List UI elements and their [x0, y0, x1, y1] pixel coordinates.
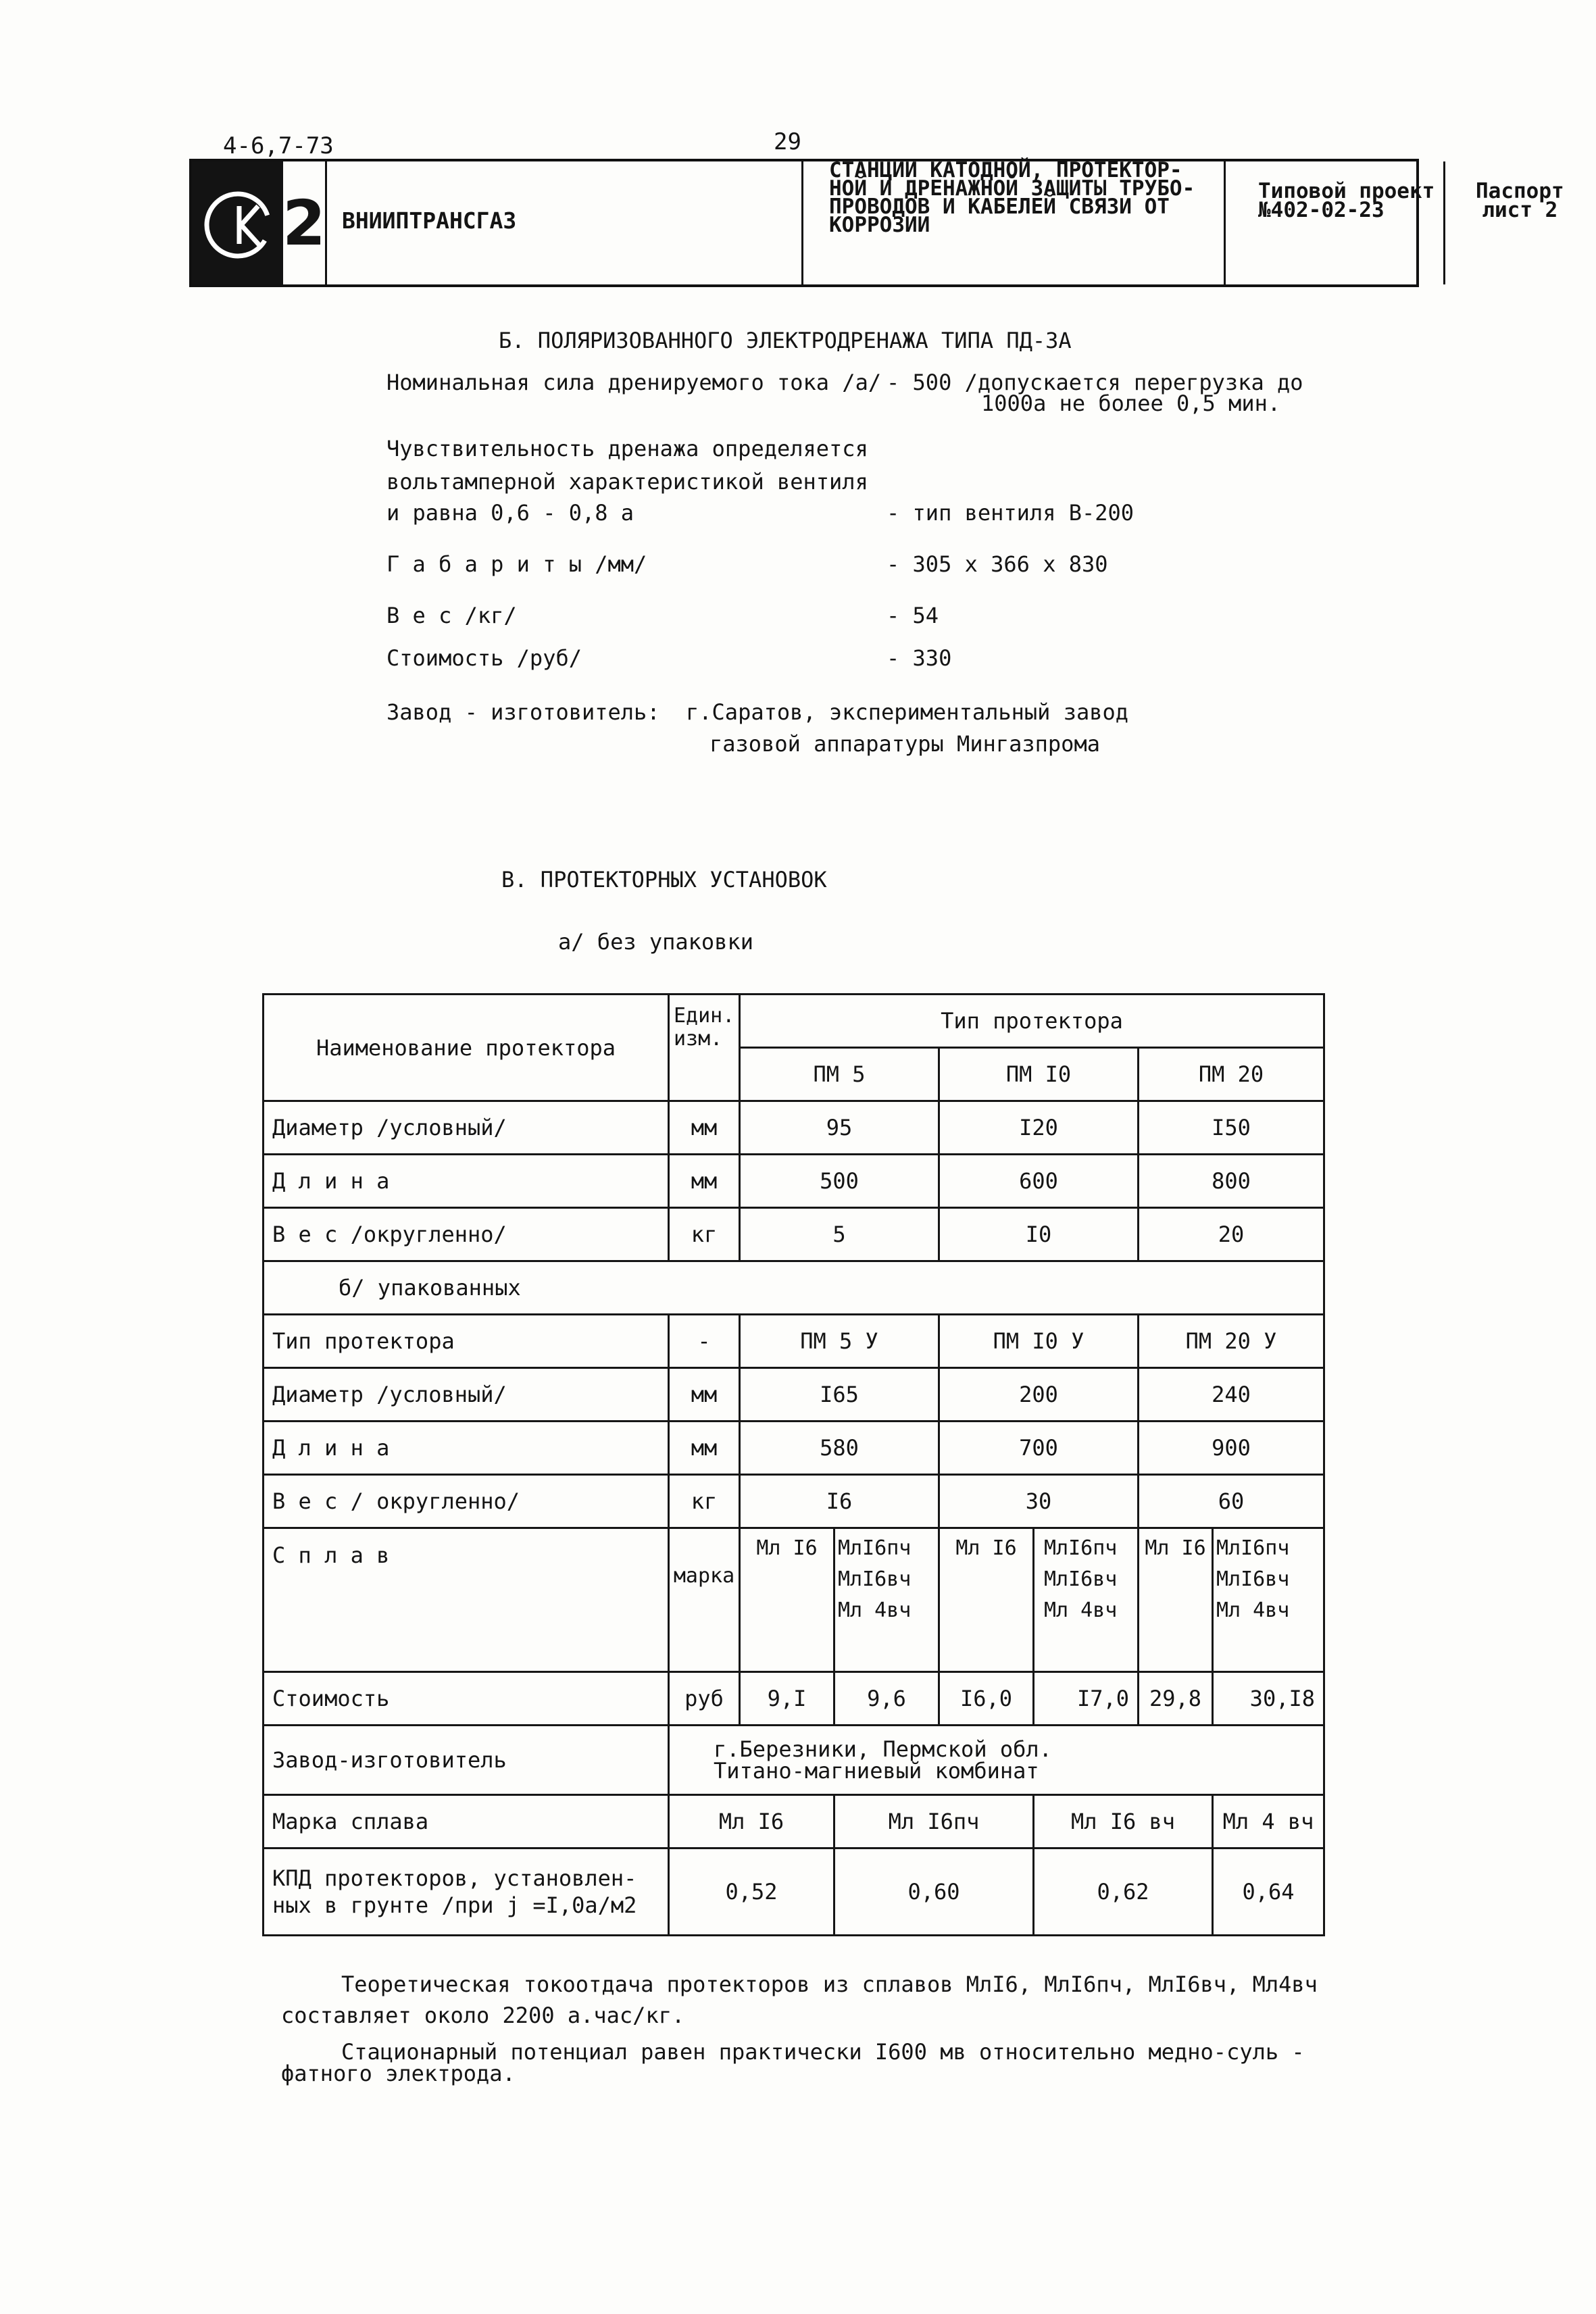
row-name: С п л а в — [264, 1528, 669, 1672]
type-cell: ПМ I0 — [939, 1048, 1139, 1101]
row-unit: мм — [669, 1155, 740, 1208]
dims-label: Г а б а р и т ы /мм/ — [386, 551, 647, 577]
section-v-title: В. ПРОТЕКТОРНЫХ УСТАНОВОК — [501, 867, 827, 892]
header-name-cell — [264, 995, 669, 1101]
table-row — [264, 1315, 1324, 1368]
efficiency-name-line: ных в грунте /при j =I,0а/м2 — [272, 1892, 637, 1918]
grade-value: Мл I6 — [669, 1795, 834, 1848]
note2-line2: фатного электрода. — [281, 2061, 516, 2086]
cost-value: 29,8 — [1139, 1672, 1213, 1726]
plant-line: Титано-магниевый комбинат — [714, 1758, 1039, 1784]
cost-label: Стоимость /руб/ — [386, 645, 582, 671]
passport-text — [1476, 179, 1564, 222]
header-name: Наименование протектора — [316, 1034, 616, 1061]
table-header-row — [264, 995, 1324, 1048]
sensitivity-line: Чувствительность дренажа определяется — [386, 436, 868, 461]
row-value: I0 — [939, 1208, 1139, 1261]
weight-value: - 54 — [887, 603, 939, 628]
alloy-cell: Мл I6 — [1139, 1528, 1213, 1672]
row-name: Марка сплава — [264, 1795, 669, 1848]
section-b-title: Б. ПОЛЯРИЗОВАННОГО ЭЛЕКТРОДРЕНАЖА ТИПА ПД-3А — [499, 328, 1072, 353]
current-value-line2: 1000а не более 0,5 мин. — [981, 391, 1281, 416]
topic-line: ПРОВОДОВ И КАБЕЛЕЙ СВЯЗИ ОТ — [829, 195, 1170, 219]
valve-value: - тип вентиля В-200 — [887, 500, 1134, 526]
type-cell: ПМ 5 — [740, 1048, 939, 1101]
row-name: Диаметр /условный/ — [264, 1368, 669, 1422]
row-unit: руб — [669, 1672, 740, 1726]
passport-line: Паспорт — [1476, 179, 1564, 203]
cost-value: 30,I8 — [1213, 1672, 1324, 1726]
type-cell: ПМ 20 — [1139, 1048, 1324, 1101]
efficiency-row — [264, 1848, 1324, 1936]
subtitle-row — [264, 1261, 1324, 1315]
topic-line: КОРРОЗИИ — [829, 213, 930, 237]
subtitle-unpacked: а/ без упаковки — [558, 929, 753, 955]
alloy-cell: Мл I6 — [740, 1528, 834, 1672]
row-name: Стоимость — [264, 1672, 669, 1726]
row-name: Тип протектора — [264, 1315, 669, 1368]
alloy-grade-row — [264, 1795, 1324, 1848]
row-unit: мм — [669, 1422, 740, 1475]
header-unit-line: Един. — [674, 1004, 735, 1028]
row-value: ПМ 5 У — [740, 1315, 939, 1368]
document-code: 4-6,7-73 — [223, 132, 334, 159]
alloy-row — [264, 1528, 1324, 1672]
grade-value: Мл I6 вч — [1034, 1795, 1213, 1848]
row-value: 200 — [939, 1368, 1139, 1422]
current-value: - 500 /допускается перегрузка до — [887, 370, 1303, 395]
row-value: 20 — [1139, 1208, 1324, 1261]
row-name: Д л и н а — [264, 1422, 669, 1475]
row-value: 500 — [740, 1155, 939, 1208]
topic-line: НОЙ И ДРЕНАЖНОЙ ЗАЩИТЫ ТРУБО- — [829, 176, 1195, 201]
plant-cell — [669, 1726, 1324, 1795]
table-row — [264, 1475, 1324, 1528]
grade-value: Мл 4 вч — [1213, 1795, 1324, 1848]
topic-cell — [803, 158, 1226, 284]
alloy-cell: МлI6пч МлI6вч Мл 4вч — [1213, 1528, 1324, 1672]
table-row — [264, 1422, 1324, 1475]
header-type: Тип протектора — [941, 1008, 1123, 1034]
row-unit: кг — [669, 1208, 740, 1261]
project-cell — [1226, 161, 1445, 284]
efficiency-value: 0,62 — [1034, 1848, 1213, 1936]
row-value: 800 — [1139, 1155, 1324, 1208]
grade-value: Мл I6пч — [834, 1795, 1034, 1848]
row-name: В е с / округленно/ — [264, 1475, 669, 1528]
subtitle-packed: б/ упакованных — [264, 1261, 1324, 1315]
maker-line1: г.Саратов, экспериментальный завод — [686, 699, 1129, 725]
row-value: 700 — [939, 1422, 1139, 1475]
passport-line: лист 2 — [1482, 198, 1558, 222]
cost-value: 9,6 — [834, 1672, 939, 1726]
cost-row — [264, 1672, 1324, 1726]
row-unit: - — [669, 1315, 740, 1368]
sensitivity-line: и равна 0,6 - 0,8 а — [386, 500, 634, 526]
dims-value: - 305 х 366 х 830 — [887, 551, 1108, 577]
plant-row — [264, 1726, 1324, 1795]
title-block — [189, 158, 1564, 287]
row-value: I50 — [1139, 1101, 1324, 1155]
cost-value: 9,I — [740, 1672, 834, 1726]
row-value: 900 — [1139, 1422, 1324, 1475]
topic-text — [829, 158, 1195, 237]
row-name: В е с /округленно/ — [264, 1208, 669, 1261]
row-value: 5 — [740, 1208, 939, 1261]
row-name: Диаметр /условный/ — [264, 1101, 669, 1155]
series-number: 2 — [283, 161, 327, 284]
efficiency-value: 0,64 — [1213, 1848, 1324, 1936]
efficiency-name-cell — [264, 1848, 669, 1936]
cost-value: I6,0 — [939, 1672, 1034, 1726]
weight-label: В е с /кг/ — [386, 603, 517, 628]
row-unit: марка — [669, 1528, 740, 1672]
alloy-cell: Мл I6 — [939, 1528, 1034, 1672]
row-unit: мм — [669, 1101, 740, 1155]
row-name: Завод-изготовитель — [264, 1726, 669, 1795]
row-value: I6 — [740, 1475, 939, 1528]
cost-value: I7,0 — [1034, 1672, 1139, 1726]
ck-logo-icon — [200, 187, 276, 263]
plant-line: г.Березники, Пермской обл. — [714, 1736, 1052, 1762]
efficiency-value: 0,52 — [669, 1848, 834, 1936]
row-value: I20 — [939, 1101, 1139, 1155]
row-unit: мм — [669, 1368, 740, 1422]
logo — [192, 161, 283, 284]
row-value: ПМ 20 У — [1139, 1315, 1324, 1368]
note1-line1: Теоретическая токоотдача протекторов из сплавов МлI6, МлI6пч, МлI6вч, Мл4вч — [341, 1971, 1318, 1997]
organization-cell — [327, 161, 803, 284]
efficiency-value: 0,60 — [834, 1848, 1034, 1936]
row-name: Д л и н а — [264, 1155, 669, 1208]
maker-label: Завод - изготовитель: — [386, 699, 660, 725]
row-value: 95 — [740, 1101, 939, 1155]
page-number: 29 — [774, 128, 801, 155]
efficiency-name-line: КПД протекторов, установлен- — [272, 1865, 637, 1891]
row-value: 30 — [939, 1475, 1139, 1528]
row-value: ПМ I0 У — [939, 1315, 1139, 1368]
project-line: Типовой проект — [1258, 179, 1435, 203]
protector-table — [262, 993, 1325, 1936]
header-unit-cell — [669, 995, 740, 1101]
topic-line: СТАНЦИИ КАТОДНОЙ, ПРОТЕКТОР- — [829, 158, 1182, 182]
note1-line2: составляет около 2200 а.час/кг. — [281, 2003, 685, 2028]
table-row — [264, 1155, 1324, 1208]
row-value: 60 — [1139, 1475, 1324, 1528]
project-text — [1258, 179, 1435, 222]
alloy-cell: МлI6пч МлI6вч Мл 4вч — [834, 1528, 939, 1672]
current-label: Номинальная сила дренируемого тока /а/ — [386, 370, 882, 395]
table-row — [264, 1208, 1324, 1261]
alloy-cell: МлI6пч МлI6вч Мл 4вч — [1034, 1528, 1139, 1672]
project-line: №402-02-23 — [1258, 198, 1385, 222]
maker-line2: газовой аппаратуры Мингазпрома — [709, 731, 1100, 757]
sensitivity-line: вольтамперной характеристикой вентиля — [386, 469, 868, 495]
note2-line1: Стационарный потенциал равен практически I600 мв относительно медно-суль - — [341, 2039, 1305, 2065]
row-value: I65 — [740, 1368, 939, 1422]
header-unit-line: изм. — [674, 1027, 723, 1051]
row-value: 600 — [939, 1155, 1139, 1208]
row-value: 240 — [1139, 1368, 1324, 1422]
cost-value: - 330 — [887, 645, 952, 671]
table-row — [264, 1101, 1324, 1155]
row-unit: кг — [669, 1475, 740, 1528]
table-row — [264, 1368, 1324, 1422]
passport-cell — [1445, 161, 1594, 284]
row-value: 580 — [740, 1422, 939, 1475]
header-type-cell — [740, 995, 1324, 1048]
organization-name: ВНИИПТРАНСГАЗ — [342, 207, 517, 234]
